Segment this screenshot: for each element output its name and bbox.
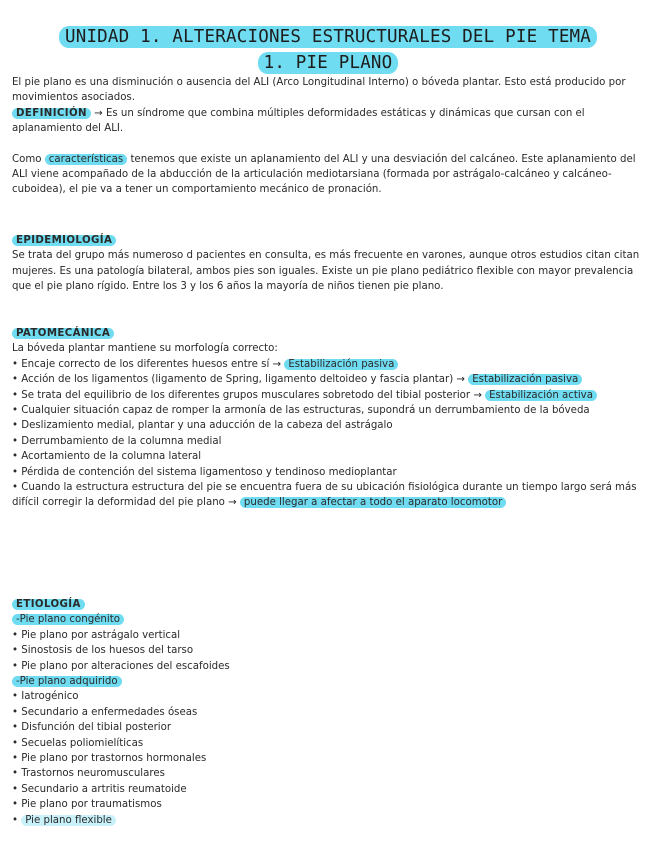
title-line-2 xyxy=(0,53,656,73)
list-item-text: Se trata del equilibrio de los diferentes grupos musculares sobretodo del tibial posterior → xyxy=(21,389,486,401)
intro-section xyxy=(12,75,644,198)
etiology-section xyxy=(12,597,644,828)
pathomechanics-list xyxy=(12,357,644,511)
acquired-label: -Pie plano adquirido xyxy=(12,676,122,687)
list-item-text: Acción de los ligamentos (ligamento de Spring, ligamento deltoideo y fascia plantar) → xyxy=(21,374,469,386)
congenital-label: -Pie plano congénito xyxy=(12,614,124,625)
list-item: • Pie plano por alteraciones del escafoides xyxy=(12,659,644,674)
list-item xyxy=(12,357,644,372)
list-item xyxy=(12,434,644,449)
etiology-heading: ETIOLOGÍA xyxy=(12,599,85,610)
title-text-1: UNIDAD 1. ALTERACIONES ESTRUCTURALES DEL PIE TEMA xyxy=(59,26,597,48)
list-item xyxy=(12,388,644,403)
list-item: • Sinostosis de los huesos del tarso xyxy=(12,643,644,658)
list-item-text: Acortamiento de la columna lateral xyxy=(21,451,202,463)
definition-paragraph xyxy=(12,106,644,137)
list-item: • Iatrogénico xyxy=(12,689,644,704)
list-item-highlight: Estabilización pasiva xyxy=(284,359,398,370)
faded-item-text: Pie plano flexible xyxy=(21,815,116,826)
acquired-label-row xyxy=(12,674,644,689)
epidemiology-heading: EPIDEMIOLOGÍA xyxy=(12,235,116,246)
list-item-text: Cuando la estructura estructura del pie se encuentra fuera de su ubicación fisiológica durante un tiempo largo será más difícil corregir la deformidad del pie plano → xyxy=(12,482,637,509)
list-item: • Pie plano por astrágalo vertical xyxy=(12,628,644,643)
list-item-text: Cualquier situación capaz de romper la armonía de las estructuras, supondrá un derrumbamiento de la bóveda xyxy=(21,405,590,417)
epidemiology-section xyxy=(12,233,644,295)
list-item xyxy=(12,418,644,433)
characteristics-text: tenemos que existe un aplanamiento del ALI y una desviación del calcáneo. Este aplanamiento del ALI viene acompañado de la abducción de la articulación mediotarsiana (formada por astrágalo-calcáneo y calcáneo-cuboidea), el pie va a tener un comportamiento mecánico de pronación. xyxy=(12,153,636,196)
epidemiology-heading-row xyxy=(12,233,644,248)
pathomechanics-section xyxy=(12,326,644,511)
list-item: • Disfunción del tibial posterior xyxy=(12,720,644,735)
list-item: • Pie plano por traumatismos xyxy=(12,797,644,812)
characteristics-label: características xyxy=(45,154,127,165)
title-line-1 xyxy=(0,27,656,47)
list-item-text: Encaje correcto de los diferentes huesos entre sí → xyxy=(21,358,285,370)
list-item-highlight: Estabilización pasiva xyxy=(468,374,582,385)
list-item xyxy=(12,372,644,387)
list-item-text: Derrumbamiento de la columna medial xyxy=(21,435,222,447)
list-item-highlight: Estabilización activa xyxy=(485,390,597,401)
list-item: • Secuelas poliomielíticas xyxy=(12,736,644,751)
pathomechanics-intro: La bóveda plantar mantiene su morfología correcto: xyxy=(12,343,278,355)
congenital-label-row xyxy=(12,612,644,627)
title-text-2: 1. PIE PLANO xyxy=(258,52,399,74)
pathomechanics-heading-row xyxy=(12,326,644,341)
acquired-list xyxy=(12,689,644,828)
characteristics-paragraph xyxy=(12,152,644,198)
congenital-list xyxy=(12,628,644,674)
list-item-text: Pérdida de contención del sistema ligamentoso y tendinoso medioplantar xyxy=(21,466,397,478)
definition-label: DEFINICIÓN xyxy=(12,108,91,119)
list-item: • Secundario a enfermedades óseas xyxy=(12,705,644,720)
list-item: • Trastornos neuromusculares xyxy=(12,766,644,781)
characteristics-prefix: Como xyxy=(12,153,45,165)
list-item: • Secundario a artritis reumatoide xyxy=(12,782,644,797)
etiology-heading-row xyxy=(12,597,644,612)
pathomechanics-heading: PATOMECÁNICA xyxy=(12,328,114,339)
list-item xyxy=(12,480,644,511)
list-item-text: Deslizamiento medial, plantar y una aducción de la cabeza del astrágalo xyxy=(21,420,393,432)
list-item xyxy=(12,813,644,828)
intro-paragraph: El pie plano es una disminución o ausencia del ALI (Arco Longitudinal Interno) o bóveda plantar. Esto está producido por movimientos asociados. xyxy=(12,77,626,104)
epidemiology-text: Se trata del grupo más numeroso d pacientes en consulta, es más frecuente en varones, aunque otros estudios citan citan mujeres. Es una patología bilateral, ambos pies son iguales. Existe un pie plano pediátrico flexible con mayor prevalencia que el pie plano rígido. Entre los 3 y los 6 años la mayoría de niños tienen pie plano. xyxy=(12,250,640,293)
list-item xyxy=(12,449,644,464)
list-item xyxy=(12,465,644,480)
list-item-highlight: puede llegar a afectar a todo el aparato locomotor xyxy=(240,497,506,508)
list-item: • Pie plano por trastornos hormonales xyxy=(12,751,644,766)
definition-text: → Es un síndrome que combina múltiples deformidades estáticas y dinámicas que cursan con el aplanamiento del ALI. xyxy=(12,107,585,135)
list-item xyxy=(12,403,644,418)
